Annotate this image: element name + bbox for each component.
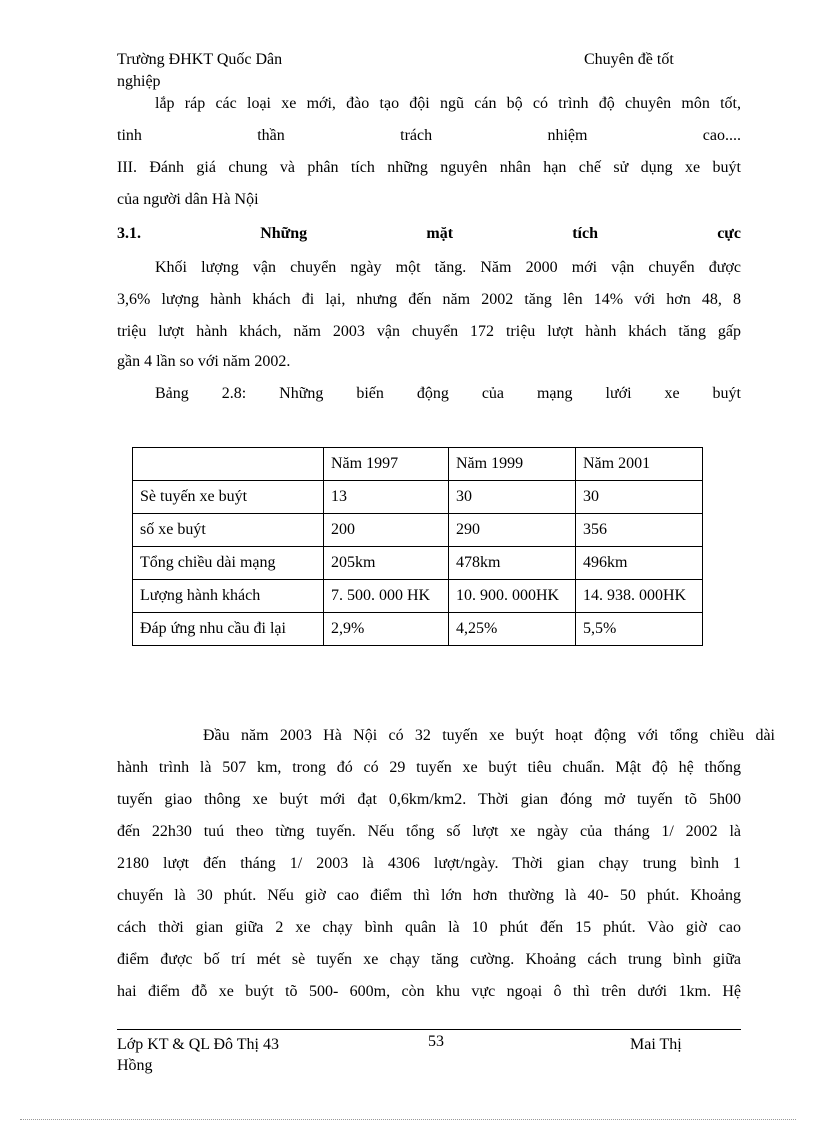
table-cell: 14. 938. 000HK [576,580,703,613]
page-bottom-edge [20,1119,796,1120]
footer-page-number: 53 [428,1033,444,1050]
bus-network-table [132,447,703,646]
footer-right: Mai Thị [630,1036,682,1053]
table-header-cell: Năm 1997 [324,448,449,481]
table-row [133,547,703,580]
table-row [133,481,703,514]
table-cell: 30 [449,481,576,514]
body-line-1: lắp ráp các loại xe mới, đào tạo đội ngũ cán bộ có trình độ chuyên môn tốt, [155,95,741,112]
footer-left: Lớp KT & QL Đô Thị 43 [117,1036,279,1053]
table-row [133,514,703,547]
para2-line4: đến 22h30 tuú theo từng tuyến. Nếu tổng số lượt xe ngày của tháng 1/ 2002 là [117,823,741,840]
table-row [133,613,703,646]
table-cell: 2,9% [324,613,449,646]
para2-line6: chuyến là 30 phút. Nếu giờ cao điểm thì lớn hơn thường là 40- 50 phút. Khoảng [117,887,741,904]
table-cell: 496km [576,547,703,580]
table-cell: 5,5% [576,613,703,646]
para2-line3: tuyến giao thông xe buýt mới đạt 0,6km/km2. Thời gian đóng mở tuyến tõ 5h00 [117,791,741,808]
table-cell: 200 [324,514,449,547]
table-header-row [133,448,703,481]
table-cell: Đáp ứng nhu cầu đi lại [133,613,324,646]
table-cell: 10. 900. 000HK [449,580,576,613]
para1-line1: Khối lượng vận chuyển ngày một tăng. Năm 2000 mới vận chuyển được [155,259,741,276]
table-cell: 478km [449,547,576,580]
footer-divider [117,1029,741,1030]
table-caption: Bảng 2.8: Những biến động của mạng lưới xe buýt [155,385,741,402]
table-header-cell: Năm 2001 [576,448,703,481]
table-cell: 290 [449,514,576,547]
subsection-3-1-heading: 3.1. Những mặt tích cực [117,225,741,242]
table-header-cell: Năm 1999 [449,448,576,481]
section-3-heading: III. Đánh giá chung và phân tích những nguyên nhân hạn chế sử dụng xe buýt [117,159,741,176]
section-3-heading-cont: của người dân Hà Nội [117,191,259,208]
footer-wrap: Hồng [117,1057,153,1074]
para2-line8: điểm được bố trí mét sè tuyến xe chạy tăng cường. Khoảng cách trung bình giữa [117,951,741,968]
header-left: Trường ĐHKT Quốc Dân [117,51,283,68]
table-cell: 356 [576,514,703,547]
table-cell: 30 [576,481,703,514]
para1-line2: 3,6% lượng hành khách đi lại, nhưng đến năm 2002 tăng lên 14% với hơn 48, 8 [117,291,741,308]
para1-line4: gần 4 lần so với năm 2002. [117,353,291,370]
para2-line9: hai điểm đỗ xe buýt tõ 500- 600m, còn khu vực ngoại ô thì trên dưới 1km. Hệ [117,983,741,1000]
table-cell: 13 [324,481,449,514]
para1-line3: triệu lượt hành khách, năm 2003 vận chuyển 172 triệu lượt hành khách tăng gấp [117,323,741,340]
table-cell: 205km [324,547,449,580]
table-cell: 4,25% [449,613,576,646]
table-header-cell [133,448,324,481]
para2-line7: cách thời gian giữa 2 xe chạy bình quân là 10 phút đến 15 phút. Vào giờ cao [117,919,741,936]
table-cell: 7. 500. 000 HK [324,580,449,613]
table-row [133,580,703,613]
para2-line5: 2180 lượt đến tháng 1/ 2003 là 4306 lượt/ngày. Thời gian chạy trung bình 1 [117,855,741,872]
para2-line2: hành trình là 507 km, trong đó có 29 tuyến xe buýt tiêu chuẩn. Mật độ hệ thống [117,759,741,776]
table-cell: Tổng chiều dài mạng [133,547,324,580]
para2-line1: Đầu năm 2003 Hà Nội có 32 tuyến xe buýt hoạt động với tổng chiều dài [203,727,775,744]
body-line-2: tinh thần trách nhiệm cao.... [117,127,741,144]
table-cell: số xe buýt [133,514,324,547]
table-cell: Sè tuyến xe buýt [133,481,324,514]
table-cell: Lượng hành khách [133,580,324,613]
header-right: Chuyên đề tốt [584,51,674,68]
header-wrap: nghiệp [117,73,161,90]
